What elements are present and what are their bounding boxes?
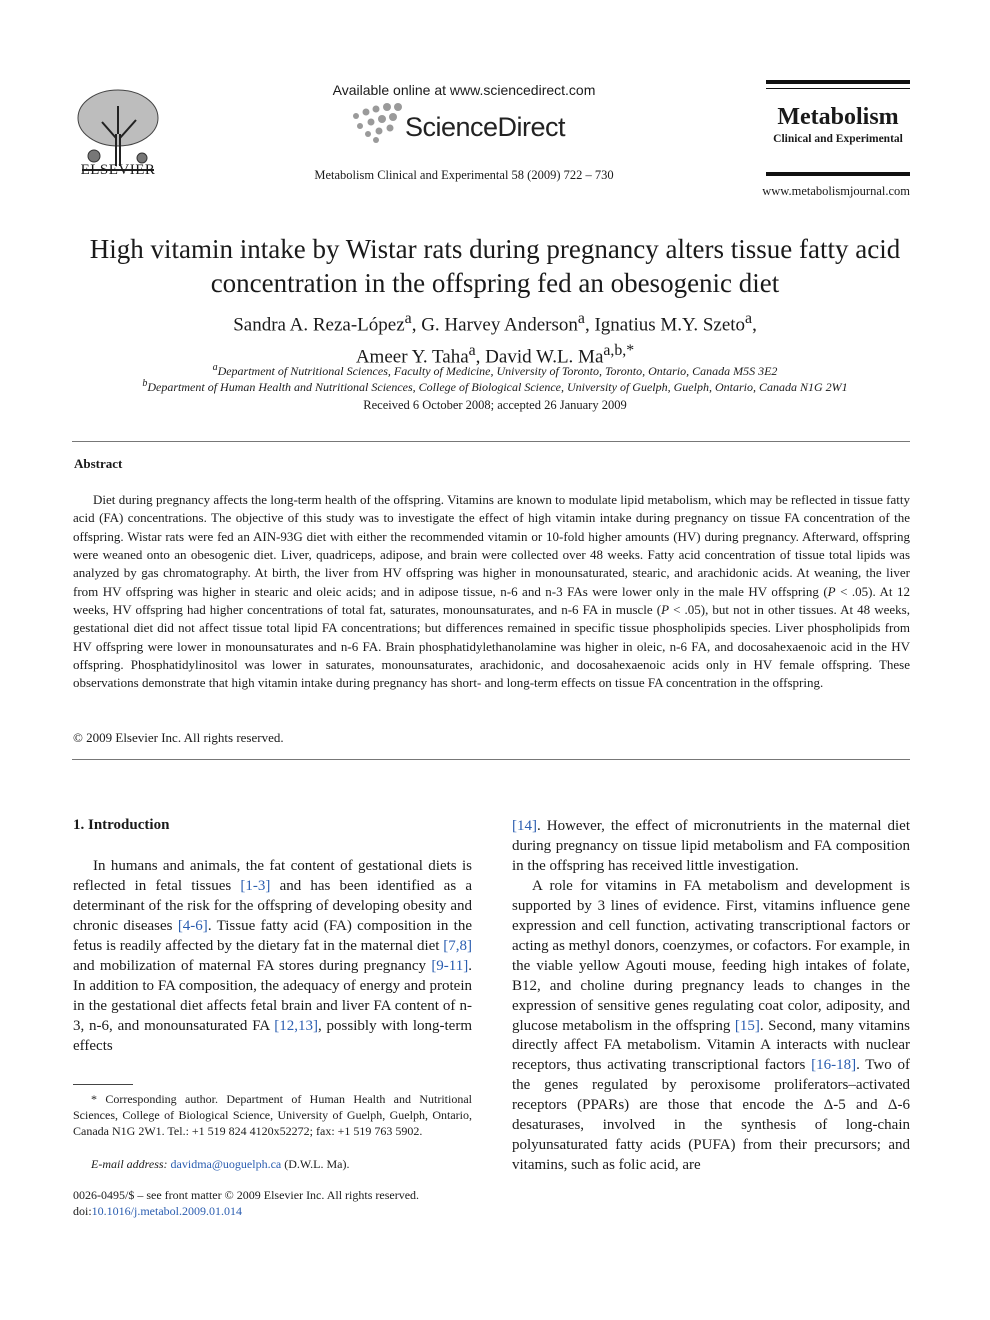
p-value-symbol: P (661, 602, 670, 618)
doi-link[interactable]: 10.1016/j.metabol.2009.01.014 (91, 1204, 242, 1218)
author-affiliation-mark: a,b,* (603, 342, 635, 360)
email-link[interactable]: davidma@uoguelph.ca (170, 1157, 282, 1171)
body-text: . Two of the genes regulated by peroxisome proliferators–activated receptors (PPARs) are those that encode the Δ-5 and Δ-6 desaturases, involved in the synthesis of long-chain polyunsaturated fatty acids (PUFA) from their precursors; and vitamins, such as folic acid, are (512, 1057, 910, 1174)
corresponding-author-footnote: * Corresponding author. Department of Human Health and Nutritional Sciences, College of Biological Science, University of Guelph, Guelph, Ontario, Canada N1G 2W1. Tel.: +1 519 824 4120x52272; fax: +1 519 763 5902. (73, 1092, 472, 1138)
affiliation-a (60, 362, 930, 379)
body-text: . In addition to FA composition, the adequacy of energy and protein in the gestational diet affects fetal brain and liver FA content of n-3, n-6, and monounsaturated FA (73, 957, 472, 1034)
author-affiliation-mark: a (468, 342, 476, 360)
citation-link[interactable]: [4-6] (177, 917, 208, 934)
affiliation-text: Department of Nutritional Sciences, Faculty of Medicine, University of Toronto, Toronto, Ontario, Canada M5S 3E2 (217, 364, 778, 378)
abstract-copyright: © 2009 Elsevier Inc. All rights reserved. (73, 730, 284, 745)
left-column-text (73, 857, 472, 1057)
article-title-line: High vitamin intake by Wistar rats during pregnancy alters tissue fatty acid (89, 234, 901, 264)
sciencedirect-logo-text: ScienceDirect (405, 112, 566, 142)
citation-link[interactable]: [7,8] (443, 937, 472, 954)
front-matter (73, 1187, 419, 1219)
author-affiliation-mark: a (577, 310, 585, 327)
author-separator: , (752, 314, 757, 336)
journal-url[interactable]: www.metabolismjournal.com (762, 184, 910, 198)
paragraph (512, 877, 910, 1176)
affiliation-mark: a (212, 362, 218, 373)
doi-line (73, 1203, 419, 1219)
journal-logo-rule (766, 172, 910, 176)
author-name: Sandra A. Reza-López (233, 314, 405, 336)
body-text: and has been identified as a determinant of the risk for the offspring of developing obesity and chronic diseases (73, 877, 472, 934)
body-text: , possibly with long-term effects (73, 1017, 473, 1054)
email-label: E-mail address: (91, 1157, 168, 1171)
article-title (60, 232, 930, 300)
abstract-body (73, 491, 910, 693)
journal-logo-rule (766, 80, 910, 84)
article-title-line: concentration in the offspring fed an obesogenic diet (210, 268, 780, 298)
section-divider (72, 759, 910, 760)
citation-link[interactable]: [12,13] (274, 1017, 318, 1034)
affiliation-b (60, 378, 930, 395)
issn-line: 0026-0495/$ – see front matter © 2009 Elsevier Inc. All rights reserved. (73, 1188, 420, 1202)
journal-subtitle: Clinical and Experimental (773, 133, 903, 145)
author-affiliation-mark: a (745, 310, 753, 327)
citation-link[interactable]: [1-3] (240, 877, 271, 894)
author-affiliation-mark: a (404, 310, 412, 327)
available-online-text: Available online at www.sciencedirect.com (332, 82, 596, 98)
body-text: . However, the effect of micronutrients in the maternal diet during pregnancy on tissue lipid metabolism and FA composition in the offspring has received little investigation. (512, 818, 910, 874)
author-name: G. Harvey Anderson (421, 314, 578, 336)
author-separator: , (584, 314, 595, 336)
citation-link[interactable]: [15] (734, 1017, 760, 1034)
doi-label: doi: (73, 1204, 92, 1218)
section-divider (72, 441, 910, 442)
body-text: A role for vitamins in FA metabolism and development is supported by 3 lines of evidence. First, vitamins influence gene expression and cell function, activating transcriptional factors or acting as methyl donors, coenzymes, or cofactors. For example, in the viable yellow Agouti mouse, feeding high intakes of folate, B12, and choline during pregnancy leads to changes in the expression of sensitive genes regulating coat color, adiposity, and glucose metabolism in the offspring (512, 877, 910, 1034)
footnote-rule (73, 1084, 133, 1085)
email-owner: (D.W.L. Ma). (281, 1157, 350, 1171)
citation-link[interactable]: [14] (512, 818, 537, 834)
body-text: and mobilization of maternal FA stores during pregnancy (73, 957, 432, 974)
citation-link[interactable]: [16-18] (811, 1057, 857, 1074)
right-column-text (512, 817, 910, 1176)
paragraph (512, 817, 910, 877)
journal-citation: Metabolism Clinical and Experimental 58 (2009) 722 – 730 (314, 168, 614, 182)
received-dates: Received 6 October 2008; accepted 26 January 2009 (363, 398, 627, 412)
author-separator: , (411, 314, 422, 336)
author-separator: , (475, 346, 486, 368)
abstract-text: < .05). At 12 weeks, HV offspring had higher concentrations of total fat, saturates, monounsaturates, and n-6 FA in muscle ( (73, 583, 910, 618)
body-text: . Second, many vitamins directly affect FA metabolism. Vitamin A interacts with nuclear receptors, thus activating transcriptional factors (512, 1017, 910, 1074)
body-text: . Tissue fatty acid (FA) composition in the fetus is readily affected by the dietary fat in the maternal diet (73, 917, 472, 954)
author-name: Ignatius M.Y. Szeto (594, 314, 746, 336)
abstract-text: Diet during pregnancy affects the long-term health of the offspring. Vitamins are known to modulate lipid metabolism, which may be reflected in tissue fatty acid (FA) concentrations. The objective of this study was to investigate the effect of high vitamin intake during pregnancy on tissue FA concentration of the offspring. Wistar rats were fed an AIN-93G diet with either the recommended vitamin or 10-fold higher amounts (HV) during pregnancy. Afterward, offspring were weaned onto an obesogenic diet. Liver, quadriceps, adipose, and brain were collected over 48 weeks. Fatty acid concentration of tissue total lipids was analyzed by gas chromatography. At birth, the liver from HV offspring was higher in monounsaturated, stearic, and arachidonic acids. At weaning, the liver from HV offspring was higher in stearic and oleic acids; and in adipose tissue, n-6 and n-3 FAs were lower only in the male HV offspring ( (73, 492, 910, 599)
author-name: Ameer Y. Taha (355, 346, 469, 368)
email-line (91, 1157, 349, 1172)
abstract-text: < .05), but not in other tissues. At 48 weeks, gestational diet did not affect tissue total lipid FA concentrations; but differences remained in specific tissue phospholipids species. Liver phospholipids from HV offspring were lower in monounsaturates and n-6 FA. Brain phosphatidylethanolamine was higher in oleic, n-6 FA, and docosahexaenoic acid in the HV offspring. Phosphatidylinositol was lower in saturates, monounsaturates, arachidonic, and docosahexaenoic acids only in HV female offspring. These observations demonstrate that high vitamin intake during pregnancy has short- and long-term effects on tissue FA concentration in the offspring. (73, 602, 910, 691)
abstract-heading: Abstract (74, 456, 123, 471)
citation-link[interactable]: [9-11] (431, 957, 469, 974)
journal-logo-rule (766, 88, 910, 89)
author-name: David W.L. Ma (485, 346, 604, 368)
journal-name: Metabolism (777, 104, 899, 130)
body-text: In humans and animals, the fat content of gestational diets is reflected in fetal tissues (73, 858, 472, 894)
p-value-symbol: P (827, 583, 836, 599)
affiliation-mark: b (142, 378, 148, 389)
author-list (60, 306, 930, 371)
affiliation-text: Department of Human Health and Nutritional Sciences, College of Biological Science, University of Guelph, Guelph, Ontario, Canada N1G 2W1 (147, 380, 848, 394)
publisher-name: ELSEVIER (80, 162, 156, 178)
introduction-heading: 1. Introduction (73, 817, 170, 833)
